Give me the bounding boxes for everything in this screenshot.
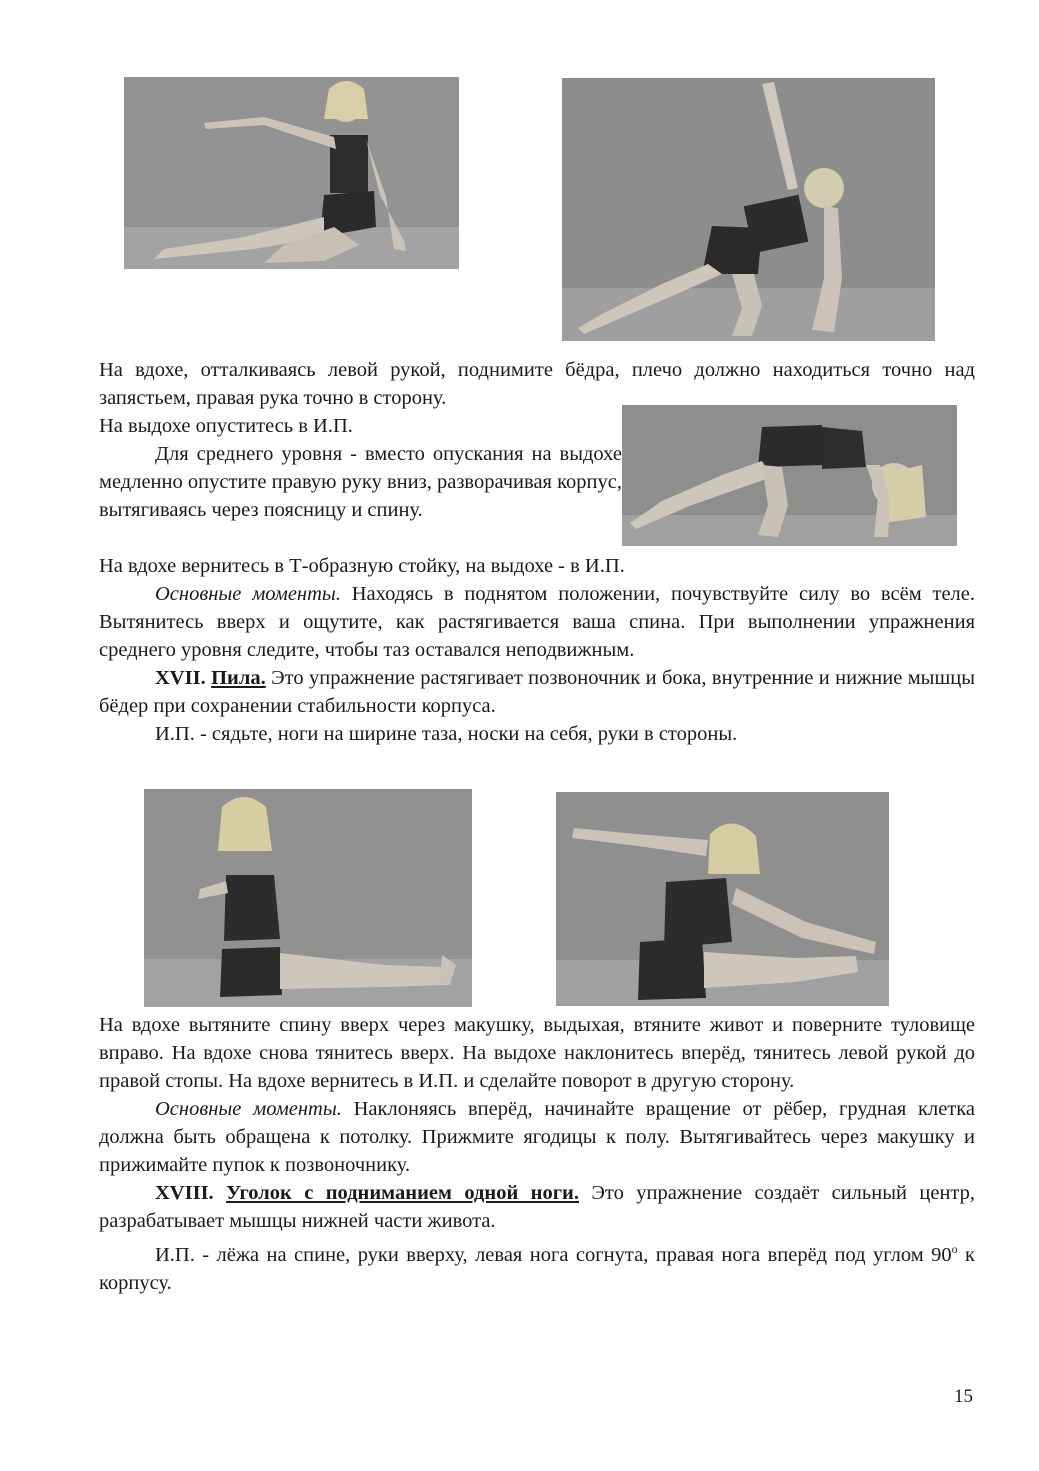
photo-side-sit xyxy=(124,77,459,269)
paragraph: И.П. - лёжа на спине, руки вверху, левая нога согнута, правая нога вперёд под углом $90^о$ к корпусу. xyxy=(99,1242,975,1294)
paragraph: На вдохе, отталкиваясь левой рукой, поднимите бёдра, плечо должно находиться точно над запястьем, правая рука точно в сторону. xyxy=(99,359,975,409)
exercise-number: XVII. xyxy=(155,667,206,689)
paragraph: На выдохе опуститесь в И.П. xyxy=(99,415,353,437)
paragraph: Основные моменты. Находясь в поднятом положении, почувствуйте силу во всём теле. Вытянитесь вверх и ощутите, как растягивается ваша спина. При выполнении упражнения среднего уровня следите, чтобы таз оставался неподвижным. xyxy=(99,583,976,661)
key-points-label: Основные моменты. xyxy=(155,583,341,605)
paragraph: На вдохе вытяните спину вверх через макушку, выдыхая, втяните живот и поверните туловище вправо. На вдохе снова тянитесь вверх. На выдохе наклонитесь вперёд, тянитесь левой рукой до правой стопы. На вдохе вернитесь в И.П. и сделайте поворот в другую сторону. xyxy=(99,1014,975,1092)
text-block-middle xyxy=(99,552,975,748)
key-points-label: Основные моменты. xyxy=(155,1098,342,1120)
page-number: 15 xyxy=(954,1386,973,1407)
exercise-title: Пила. xyxy=(211,667,266,689)
photo-mermaid xyxy=(622,405,957,546)
exercise-heading: XVII. Пила. Это упражнение растягивает позвоночник и бока, внутренние и нижние мышцы бёдер при сохранении стабильности корпуса. xyxy=(99,667,975,717)
photo-side-plank xyxy=(562,78,935,341)
paragraph: На вдохе вернитесь в Т-образную стойку, на выдохе - в И.П. xyxy=(99,555,625,577)
paragraph: Основные моменты. Наклоняясь вперёд, начинайте вращение от рёбер, грудная клетка должна быть обращена к потолку. Прижмите ягодицы к полу. Вытягивайтесь через макушку и прижимайте пупок к позвоночнику. xyxy=(99,1098,976,1176)
text-block-wrap xyxy=(99,412,622,524)
exercise-number: XVIII. xyxy=(155,1182,214,1204)
text-block-upper xyxy=(99,356,975,412)
text-block-lower xyxy=(99,1011,975,1297)
exercise-heading: XVIII. Уголок с подниманием одной ноги. Это упражнение создаёт сильный центр, разрабатывает мышцы нижней части живота. xyxy=(99,1182,976,1232)
photo-saw-start xyxy=(144,789,472,1007)
photo-saw-twist xyxy=(556,792,889,1006)
paragraph: Для среднего уровня - вместо опускания на выдохе медленно опустите правую руку вниз, разворачивая корпус, вытягиваясь через поясницу и спину. xyxy=(99,443,622,521)
paragraph: И.П. - сядьте, ноги на ширине таза, носки на себя, руки в стороны. xyxy=(155,723,738,745)
exercise-title: Уголок с подниманием одной ноги. xyxy=(226,1182,579,1204)
